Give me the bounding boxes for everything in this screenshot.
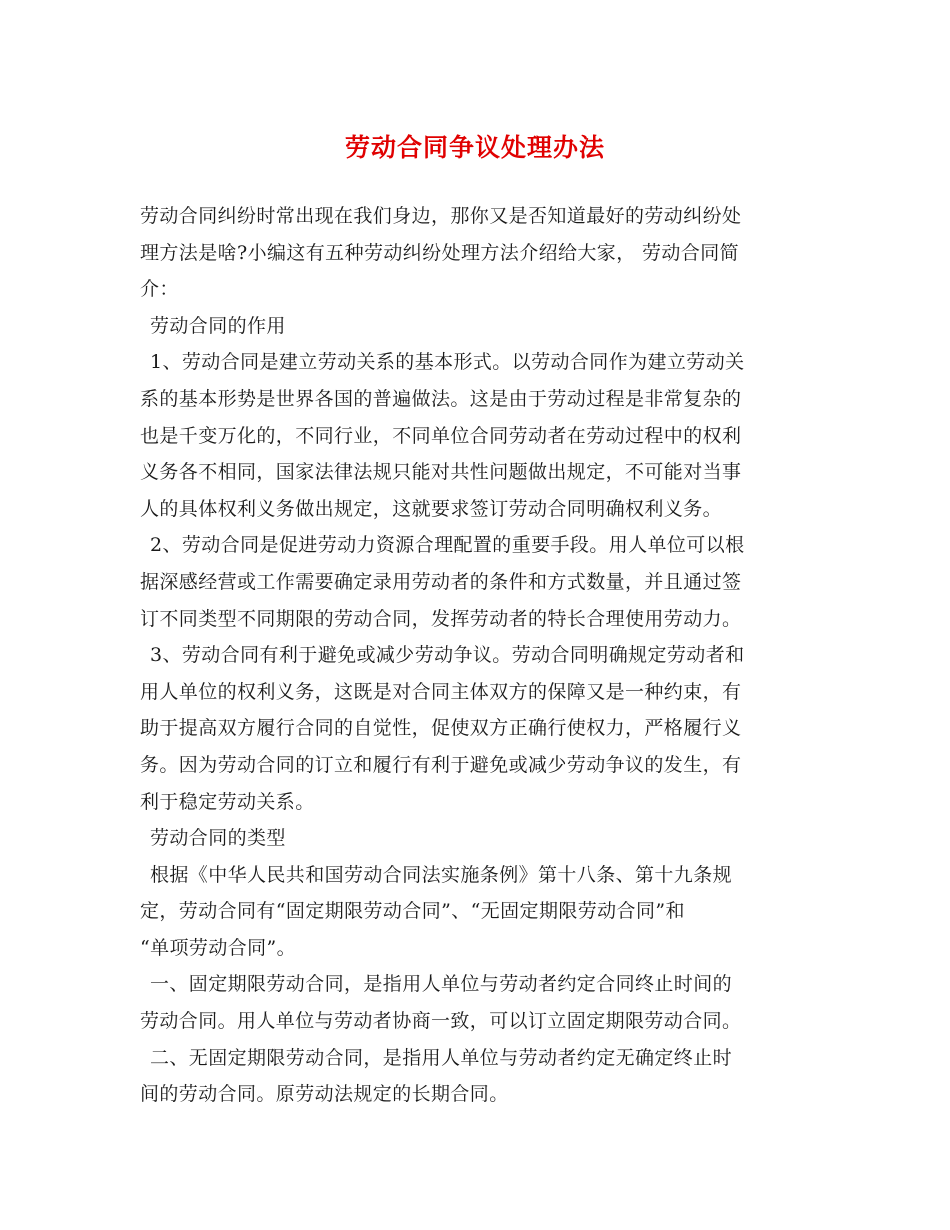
body-line: 二、无固定期限劳动合同，是指用人单位与劳动者约定无确定终止时 (150, 1046, 733, 1069)
body-line: “单项劳动合同”。 (140, 936, 297, 959)
body-line: 劳动合同。用人单位与劳动者协商一致，可以订立固定期限劳动合同。 (140, 1010, 742, 1033)
body-line: 义务各不相同，国家法律法规只能对共性问题做出规定，不可能对当事 (140, 461, 742, 484)
body-line: 间的劳动合同。原劳动法规定的长期合同。 (140, 1083, 509, 1106)
body-line: 人的具体权利义务做出规定，这就要求签订劳动合同明确权利义务。 (140, 497, 723, 520)
body-line: 务。因为劳动合同的订立和履行有利于避免或减少劳动争议的发生，有 (140, 753, 742, 776)
section-heading: 劳动合同的类型 (150, 827, 286, 850)
document-body (140, 198, 816, 1113)
document-title: 劳动合同争议处理办法 (344, 133, 605, 162)
body-line: 用人单位的权利义务，这既是对合同主体双方的保障又是一种约束，有 (140, 680, 742, 703)
body-line: 介： (140, 278, 179, 301)
body-line: 助于提高双方履行合同的自觉性，促使双方正确行使权力，严格履行义 (140, 717, 742, 740)
body-line: 系的基本形势是世界各国的普遍做法。这是由于劳动过程是非常复杂的 (140, 387, 742, 410)
body-line: 根据《中华人民共和国劳动合同法实施条例》第十八条、第十九条规 (150, 863, 733, 886)
section-heading: 劳动合同的作用 (150, 314, 286, 337)
body-line: 3、劳动合同有利于避免或减少劳动争议。劳动合同明确规定劳动者和 (150, 644, 745, 667)
body-line: 一、固定期限劳动合同，是指用人单位与劳动者约定合同终止时间的 (150, 973, 733, 996)
body-line: 1、劳动合同是建立劳动关系的基本形式。以劳动合同作为建立劳动关 (150, 351, 745, 374)
body-line: 订不同类型不同期限的劳动合同，发挥劳动者的特长合理使用劳动力。 (140, 607, 742, 630)
body-line: 2、劳动合同是促进劳动力资源合理配置的重要手段。用人单位可以根 (150, 534, 745, 557)
body-line: 理方法是啥?小编这有五种劳动纠纷处理方法介绍给大家， 劳动合同简 (140, 241, 740, 264)
body-line: 定，劳动合同有“固定期限劳动合同”、“无固定期限劳动合同”和 (140, 900, 685, 923)
body-line: 劳动合同纠纷时常出现在我们身边，那你又是否知道最好的劳动纠纷处 (140, 205, 742, 227)
body-line: 据深感经营或工作需要确定录用劳动者的条件和方式数量，并且通过签 (140, 570, 742, 593)
body-line: 也是千变万化的，不同行业，不同单位合同劳动者在劳动过程中的权利 (140, 424, 742, 447)
body-line: 利于稳定劳动关系。 (140, 790, 315, 813)
